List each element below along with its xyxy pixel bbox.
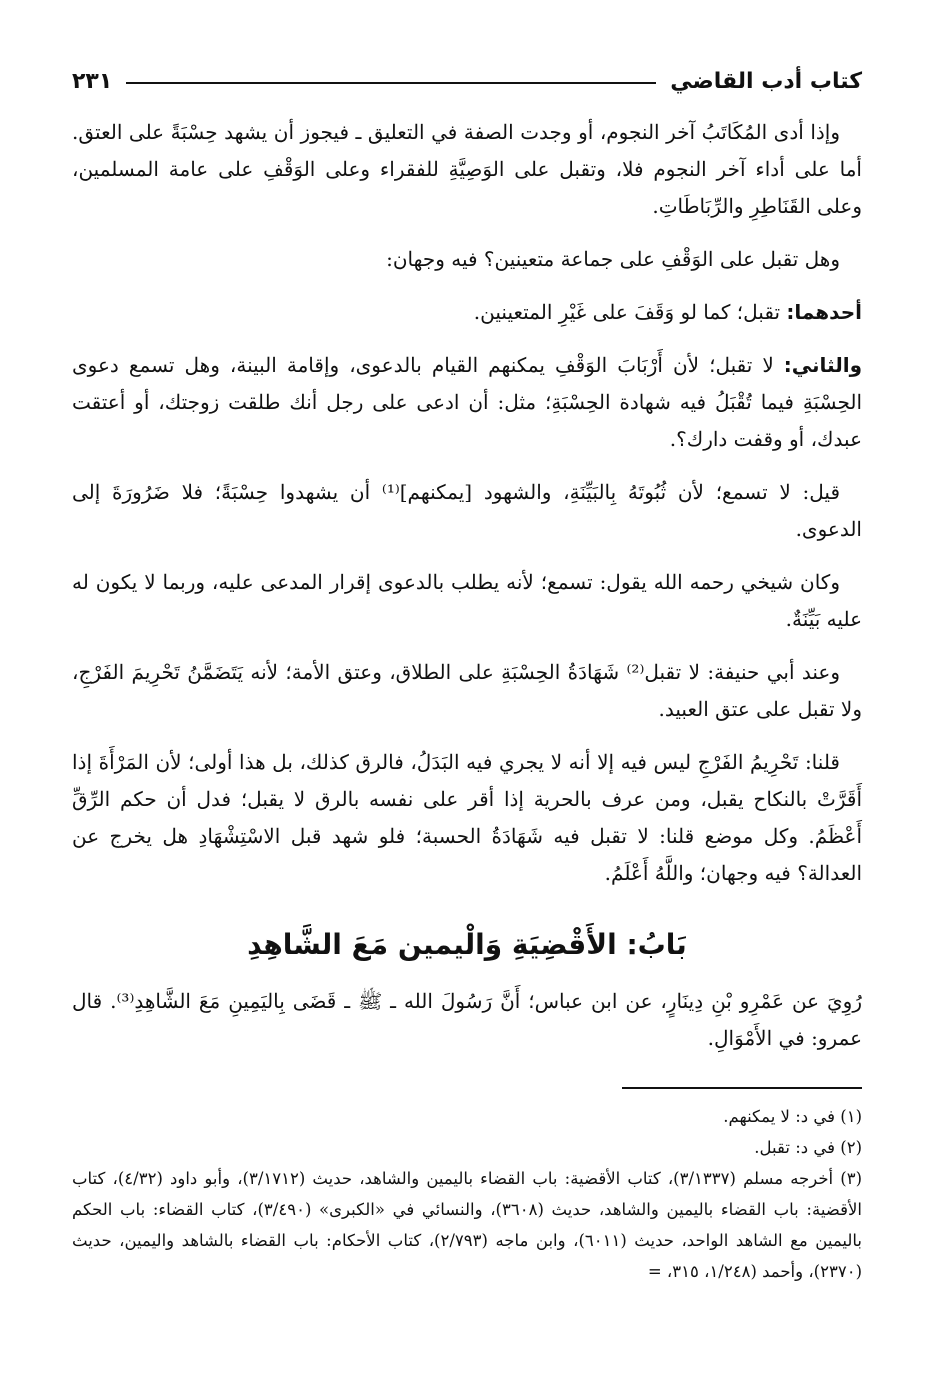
footnote-divider <box>622 1087 862 1089</box>
footnote: (٢) في د: تقبل. <box>754 1138 862 1157</box>
header-rule <box>126 82 656 84</box>
paragraph: وعند أبي حنيفة: لا تقبل⁽²⁾ شَهَادَةُ الحِسْبَةِ على الطلاق، وعتق الأمة؛ لأنه يَتَضَمَّنُ تَحْرِيمَ الفَرْجِ، ولا تقبل على عتق العبيد. <box>72 660 862 721</box>
header-title: كتاب أدب القاضي <box>670 68 862 94</box>
section-paragraph: رُوِيَ عن عَمْرِو بْنِ دِينَارٍ، عن ابن عباس؛ أَنَّ رَسُولَ الله ـ ﷺ ـ قَضَى بِاليَمِينِ مَعَ الشَّاهِدِ⁽³⁾. قال عمرو: في الأَمْوَالِ. <box>72 989 863 1050</box>
paragraph: وإذا أدى المُكَاتَبُ آخر النجوم، أو وجدت الصفة في التعليق ـ فيجوز أن يشهد حِسْبَةً على العتق. أما على أداء آخر النجوم فلا، وتقبل على الوَصِيَّةِ للفقراء وعلى الوَقْفِ على عامة المسلمين، وعلى القَنَاطِرِ والرِّبَاطَاتِ. <box>72 120 862 218</box>
main-text <box>72 114 862 1057</box>
paragraph: وكان شيخي رحمه الله يقول: تسمع؛ لأنه يطلب بالدعوى إقرار المدعى عليه، وربما لا يكون له عليه بَيِّنَةٌ. <box>72 570 862 631</box>
paragraph-lead: أحدهما: <box>786 300 862 324</box>
page-number: ٢٣١ <box>72 68 113 94</box>
section-heading: بَابُ: الأَقْضِيَةِ وَالْيمين مَعَ الشَّاهِدِ <box>247 928 687 961</box>
footnote: (١) في د: لا يمكنهم. <box>723 1107 862 1126</box>
paragraph-lead: والثاني: <box>783 353 862 377</box>
paragraph: قيل: لا تسمع؛ لأن ثُبُوتَهُ بِالبَيِّنَةِ، والشهود [يمكنهم]⁽¹⁾ أن يشهدوا حِسْبَةً؛ فلا ضَرُورَةَ إلى الدعوى. <box>72 480 862 541</box>
paragraph: وهل تقبل على الوَقْفِ على جماعة متعينين؟ فيه وجهان: <box>386 247 840 271</box>
footnote: (٣) أخرجه مسلم (٣/١٣٣٧)، كتاب الأقضية: باب القضاء باليمين والشاهد، حديث (٣/١٧١٢)، وأبو داود (٤/٣٢)، كتاب الأقضية: باب القضاء باليمين والشاهد، حديث (٣٦٠٨)، والنسائي في «الكبرى» (٣/٤٩٠)، كتاب القضاء: باب الحكم باليمين مع الشاهد الواحد، حديث (٦٠١١)، وابن ماجه (٢/٧٩٣)، كتاب الأحكام: باب القضاء بالشاهد واليمين، حديث (٢٣٧٠)، وأحمد (١/٢٤٨، ٣١٥، = <box>72 1169 863 1281</box>
footnotes <box>72 1101 862 1287</box>
paragraph: قلنا: تَحْرِيمُ الفَرْجِ ليس فيه إلا أنه لا يجري فيه البَدَلُ، فالرق كذلك، بل هذا أولى؛ لأن المَرْأَةَ إذا أَقَرَّتْ بالنكاح يقبل، ومن عرف بالحرية إذا أقر على نفسه بالرق لا يقبل؛ فدل أن حكم الرِّقِّ أَعْظَمُ. وكل موضع قلنا: لا تقبل فيه شَهَادَةُ الحسبة؛ فلو شهد قبل الاسْتِشْهَادِ هل يخرج عن العدالة؟ فيه وجهان؛ واللَّهُ أَعْلَمُ. <box>72 750 862 885</box>
paragraph: والثاني: لا تقبل؛ لأن أَرْبَابَ الوَقْفِ يمكنهم القيام بالدعوى، وإقامة البينة، وهل تسمع دعوى الحِسْبَةِ فيما تُقْبَلُ فيه شهادة الحِسْبَةِ؛ مثل: أن ادعى على رجل أنك طلقت زوجتك، أو أعتقت عبدك، أو وقفت دارك؟. <box>72 353 862 451</box>
book-page <box>72 58 862 1358</box>
running-header <box>72 58 862 104</box>
paragraph: أحدهما: تقبل؛ كما لو وَقَفَ على غَيْرِ المتعينين. <box>473 300 862 324</box>
